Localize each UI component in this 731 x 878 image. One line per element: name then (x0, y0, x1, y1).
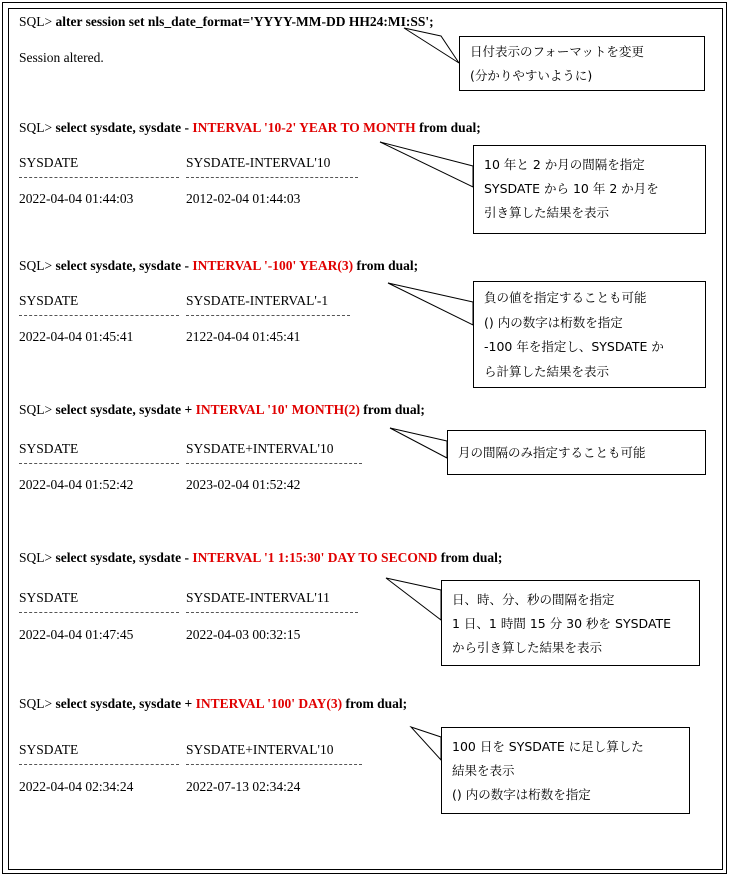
note-line: (分かりやすいように) (470, 68, 593, 83)
note-line: 結果を表示 (452, 763, 515, 778)
sql-interval: INTERVAL '10-2' YEAR TO MONTH (192, 120, 416, 135)
column-underline (19, 177, 179, 178)
sql-command-tail: from dual; (415, 120, 481, 135)
column-header: SYSDATE-INTERVAL'11 (186, 590, 330, 605)
sql-prompt: SQL> (19, 696, 53, 711)
result-value: 2022-04-04 01:47:45 (19, 627, 134, 642)
callout-pointer-4 (390, 428, 447, 458)
note-line: 10 年と 2 か月の間隔を指定 (484, 157, 645, 172)
sql-command: select sysdate, sysdate + (55, 696, 196, 711)
column-header: SYSDATE (19, 742, 79, 757)
note-line: 負の値を指定することも可能 (484, 290, 647, 305)
callout-pointer-2 (380, 142, 473, 187)
column-header: SYSDATE-INTERVAL'-1 (186, 293, 329, 308)
sql-interval: INTERVAL '10' MONTH(2) (195, 402, 360, 417)
callout-pointer-6 (411, 727, 441, 760)
note-line: -100 年を指定し、SYSDATE か (484, 339, 664, 354)
sql-line-6 (19, 696, 407, 712)
column-underline (186, 315, 350, 316)
result-value: 2022-04-04 01:44:03 (19, 191, 134, 206)
note-line: から引き算した結果を表示 (452, 640, 603, 655)
column-underline (186, 463, 362, 464)
column-underline (186, 612, 358, 613)
note-line: 日、時、分、秒の間隔を指定 (452, 592, 615, 607)
sql-command-tail: from dual; (437, 550, 503, 565)
column-header: SYSDATE (19, 293, 79, 308)
note-line: () 内の数字は桁数を指定 (484, 314, 623, 330)
column-header: SYSDATE (19, 441, 79, 456)
result-value: 2022-04-04 01:52:42 (19, 477, 134, 492)
note-line: ら計算した結果を表示 (484, 363, 610, 379)
sql-line-1 (19, 14, 434, 30)
column-underline (19, 463, 179, 464)
result-value: 2022-07-13 02:34:24 (186, 779, 301, 794)
result-message: Session altered. (19, 50, 104, 65)
column-header: SYSDATE+INTERVAL'10 (186, 742, 334, 757)
column-underline (19, 315, 179, 316)
callout-pointer-1 (404, 28, 459, 63)
sql-prompt: SQL> (19, 402, 53, 417)
sql-prompt: SQL> (19, 258, 53, 273)
sql-command-tail: from dual; (342, 696, 408, 711)
column-underline (186, 764, 362, 765)
callout-note-3 (473, 281, 706, 388)
result-value: 2023-02-04 01:52:42 (186, 477, 301, 492)
column-header: SYSDATE (19, 590, 79, 605)
column-header: SYSDATE (19, 155, 79, 170)
note-line: 100 日を SYSDATE に足し算した (452, 739, 644, 754)
sql-command-tail: from dual; (359, 402, 425, 417)
sql-command: select sysdate, sysdate - (55, 550, 193, 565)
sql-line-5 (19, 550, 502, 566)
callout-note-5 (441, 580, 700, 666)
result-value: 2022-04-04 02:34:24 (19, 779, 134, 794)
sql-line-3 (19, 258, 418, 274)
result-value: 2022-04-03 00:32:15 (186, 627, 301, 642)
column-underline (19, 612, 179, 613)
note-line: () 内の数字は桁数を指定 (452, 787, 591, 802)
sql-prompt: SQL> (19, 550, 53, 565)
note-line: 月の間隔のみ指定することも可能 (458, 445, 646, 460)
sql-prompt: SQL> (19, 14, 53, 29)
column-underline (19, 764, 179, 765)
callout-pointer-5 (386, 578, 441, 620)
note-line: 引き算した結果を表示 (484, 205, 610, 220)
sql-prompt: SQL> (19, 120, 53, 135)
note-line: 1 日、1 時間 15 分 30 秒を SYSDATE (452, 616, 672, 631)
sql-interval: INTERVAL '100' DAY(3) (195, 696, 343, 711)
result-value: 2122-04-04 01:45:41 (186, 329, 301, 344)
sql-interval: INTERVAL '1 1:15:30' DAY TO SECOND (192, 550, 438, 565)
sql-interval: INTERVAL '-100' YEAR(3) (192, 258, 354, 273)
sql-line-4 (19, 402, 425, 418)
note-line: 日付表示のフォーマットを変更 (470, 44, 644, 59)
sql-command-tail: from dual; (353, 258, 419, 273)
callout-pointer-3 (388, 283, 473, 325)
sql-line-2 (19, 120, 481, 136)
callout-note-4 (447, 430, 706, 475)
column-header: SYSDATE-INTERVAL'10 (186, 155, 331, 170)
sql-command: select sysdate, sysdate + (55, 402, 196, 417)
callout-note-2 (473, 145, 706, 234)
sql-command: select sysdate, sysdate - (55, 258, 193, 273)
column-underline (186, 177, 358, 178)
result-value: 2012-02-04 01:44:03 (186, 191, 301, 206)
note-line: SYSDATE から 10 年 2 か月を (484, 181, 659, 196)
callout-note-6 (441, 727, 690, 814)
sql-command: alter session set nls_date_format='YYYY-MM-DD HH24:MI:SS'; (55, 14, 434, 29)
callout-note-1 (459, 36, 705, 91)
result-value: 2022-04-04 01:45:41 (19, 329, 134, 344)
sql-command: select sysdate, sysdate - (55, 120, 193, 135)
column-header: SYSDATE+INTERVAL'10 (186, 441, 334, 456)
